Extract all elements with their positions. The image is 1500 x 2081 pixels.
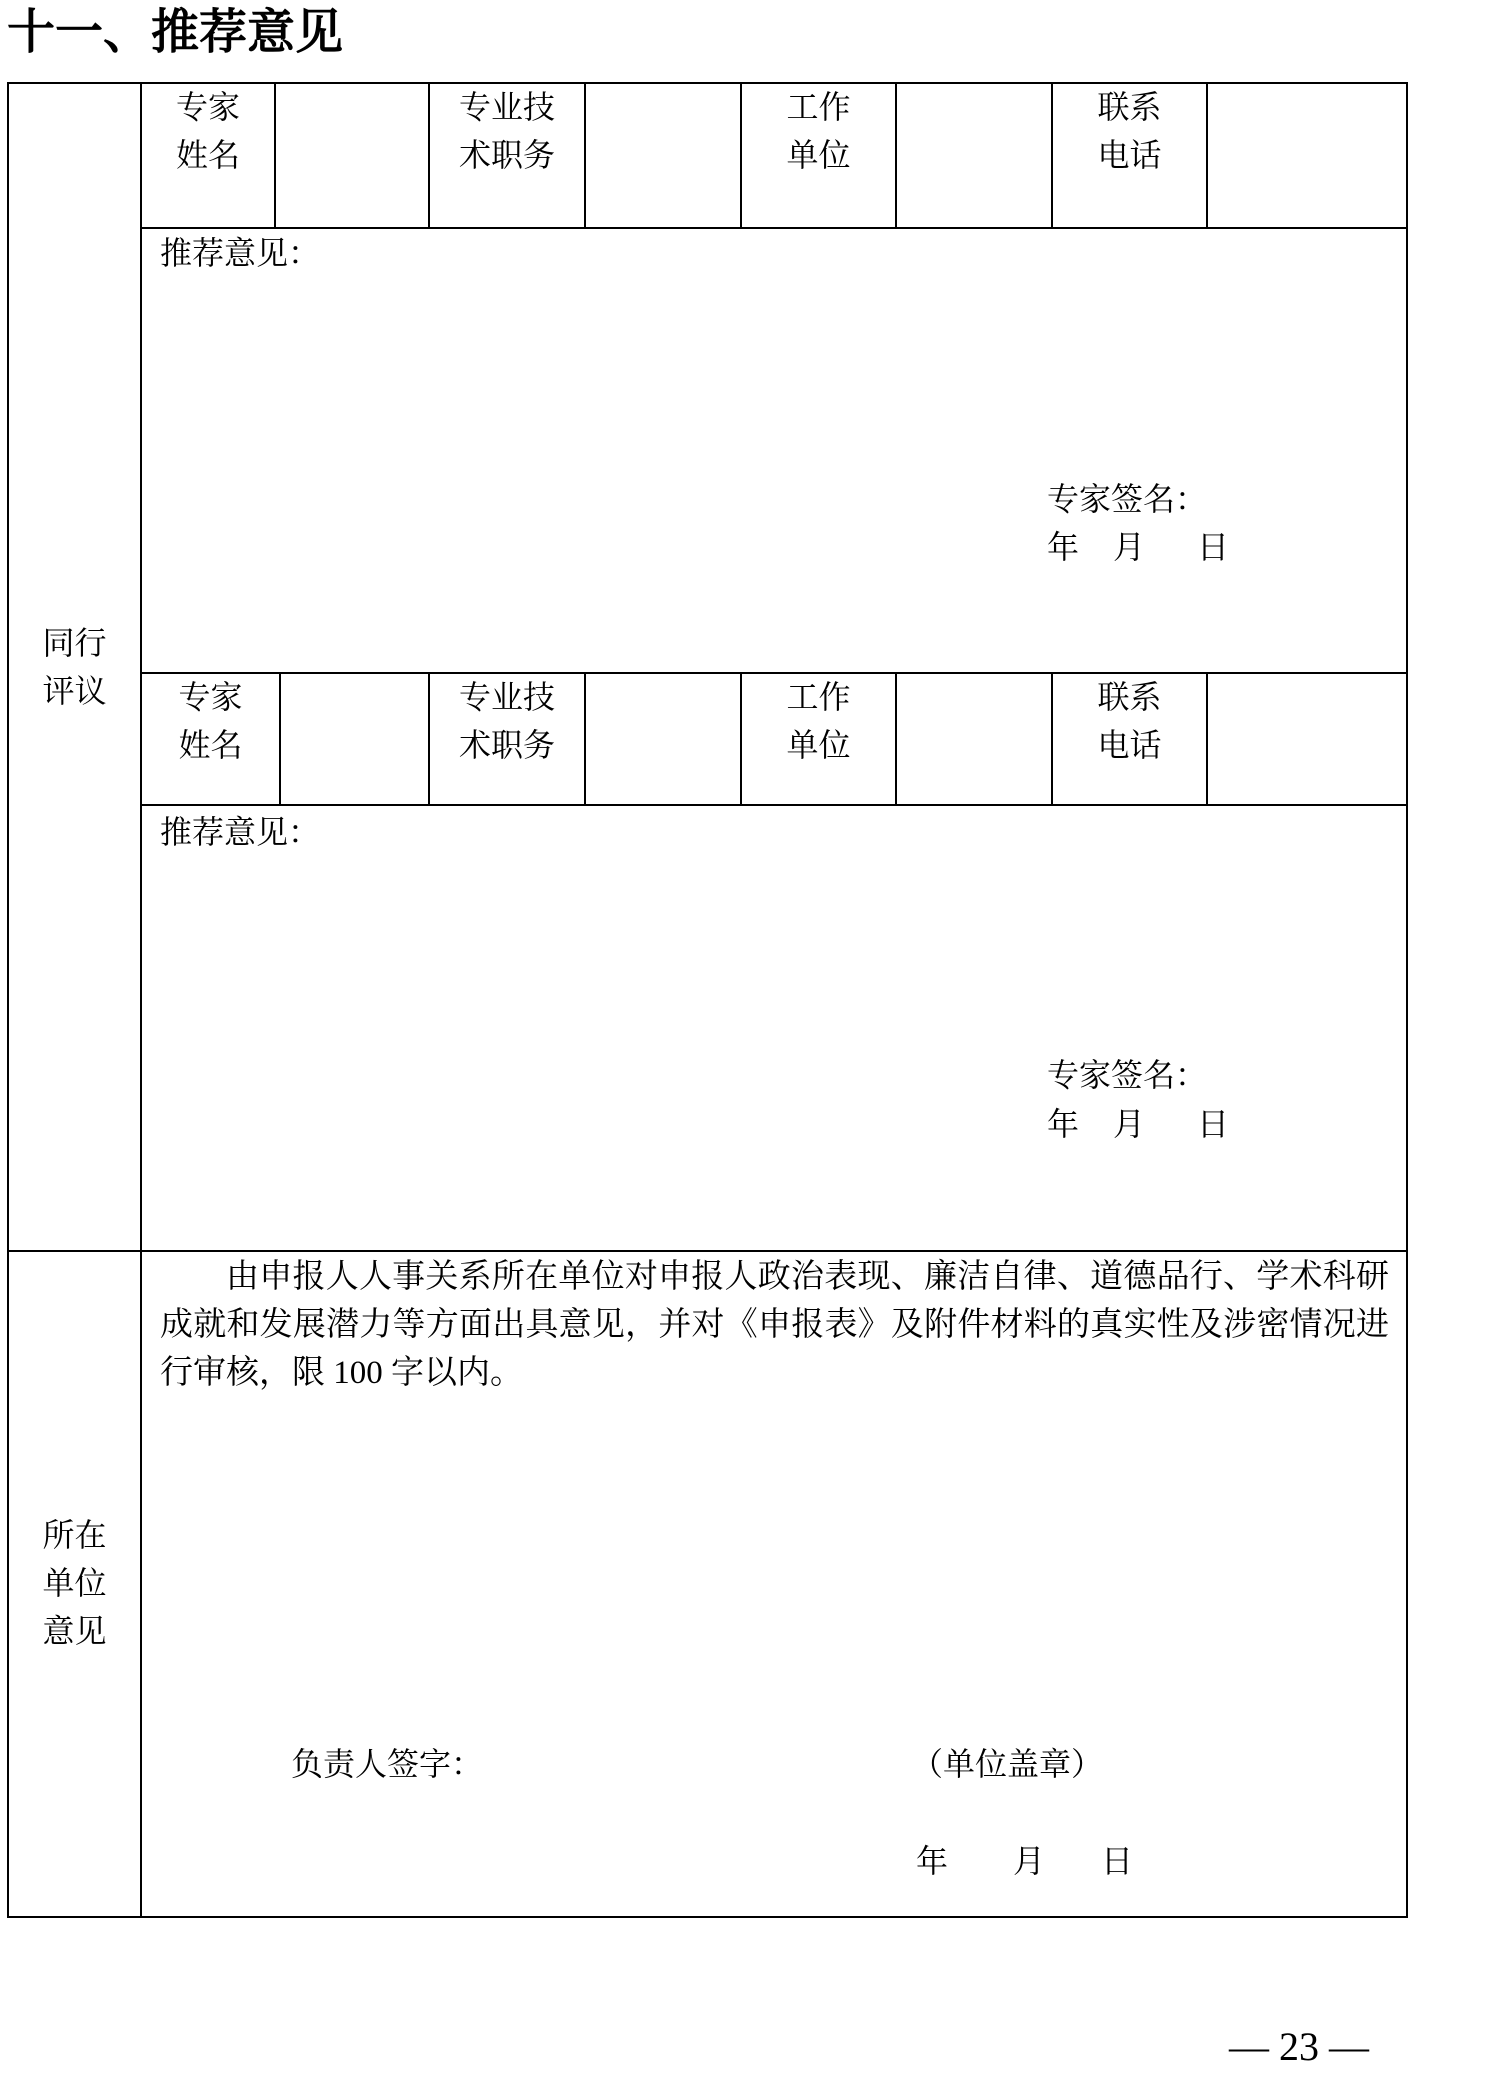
peer-review-label-line: 同行 (42, 625, 107, 661)
phone-value-cell (1208, 84, 1406, 227)
expert-name-value-cell (276, 84, 428, 227)
label-line: 单位 (786, 727, 851, 763)
work-unit-value-cell (897, 674, 1051, 804)
date-day-label: 日 (1197, 1106, 1230, 1142)
date-month-label: 月 (1113, 1106, 1146, 1142)
unit-opinion-label (8, 1511, 141, 1655)
responsible-person-signature-label: 负责人签字： (291, 1746, 484, 1782)
label-line: 电话 (1097, 727, 1162, 763)
label-line: 联系 (1097, 679, 1162, 715)
date-year-label: 年 (1047, 1106, 1080, 1142)
label-line: 专业技 (458, 679, 555, 715)
date-day-label: 日 (1197, 529, 1230, 565)
phone-label (1052, 673, 1207, 769)
date-month-label: 月 (1113, 529, 1146, 565)
label-line: 工作 (786, 679, 851, 715)
date-year-label: 年 (1047, 529, 1080, 565)
phone-label (1052, 83, 1207, 179)
peer-review-label-line: 评议 (42, 673, 107, 709)
expert-signature-label: 专家签名： (1047, 481, 1208, 517)
opinion-label: 推荐意见： (160, 814, 321, 850)
unit-opinion-label-line: 所在 (42, 1517, 107, 1553)
label-line: 术职务 (458, 727, 555, 763)
professional-title-label (429, 673, 585, 769)
expert-signature-label: 专家签名： (1047, 1057, 1208, 1093)
label-line: 电话 (1097, 137, 1162, 173)
label-line: 专业技 (458, 89, 555, 125)
expert-name-value-cell (281, 674, 428, 804)
professional-title-label (429, 83, 585, 179)
date-day-label: 日 (1101, 1843, 1134, 1879)
label-line: 姓名 (175, 137, 240, 173)
phone-value-cell (1208, 674, 1406, 804)
unit-opinion-instruction: 由申报人人事关系所在单位对申报人政治表现、廉洁自律、道德品行、学术科研成就和发展潜力等方面出具意见，并对《申报表》及附件材料的真实性及涉密情况进行审核，限 100 字以内。 (160, 1259, 1389, 1391)
page-number: — 23 — (1229, 2024, 1369, 2069)
expert-opinion-area-1 (141, 228, 1407, 673)
unit-seal-label: （单位盖章） (911, 1746, 1104, 1782)
work-unit-value-cell (897, 84, 1051, 227)
unit-opinion-label-line: 单位 (42, 1565, 107, 1601)
label-line: 姓名 (178, 727, 243, 763)
label-line: 专家 (178, 679, 243, 715)
expert-name-label (141, 83, 275, 179)
unit-opinion-area (141, 1251, 1407, 1917)
expert-name-label (141, 673, 280, 769)
label-line: 联系 (1097, 89, 1162, 125)
label-line: 单位 (786, 137, 851, 173)
label-line: 工作 (786, 89, 851, 125)
peer-review-label (8, 619, 141, 715)
work-unit-label (741, 83, 896, 179)
unit-opinion-label-line: 意见 (42, 1613, 107, 1649)
label-line: 专家 (175, 89, 240, 125)
work-unit-label (741, 673, 896, 769)
professional-title-value-cell (586, 84, 740, 227)
label-line: 术职务 (458, 137, 555, 173)
date-month-label: 月 (1013, 1843, 1046, 1879)
opinion-label: 推荐意见： (160, 235, 321, 271)
professional-title-value-cell (586, 674, 740, 804)
date-year-label: 年 (916, 1843, 949, 1879)
section-title: 十一、推荐意见 (7, 4, 344, 60)
expert-opinion-area-2 (141, 805, 1407, 1251)
